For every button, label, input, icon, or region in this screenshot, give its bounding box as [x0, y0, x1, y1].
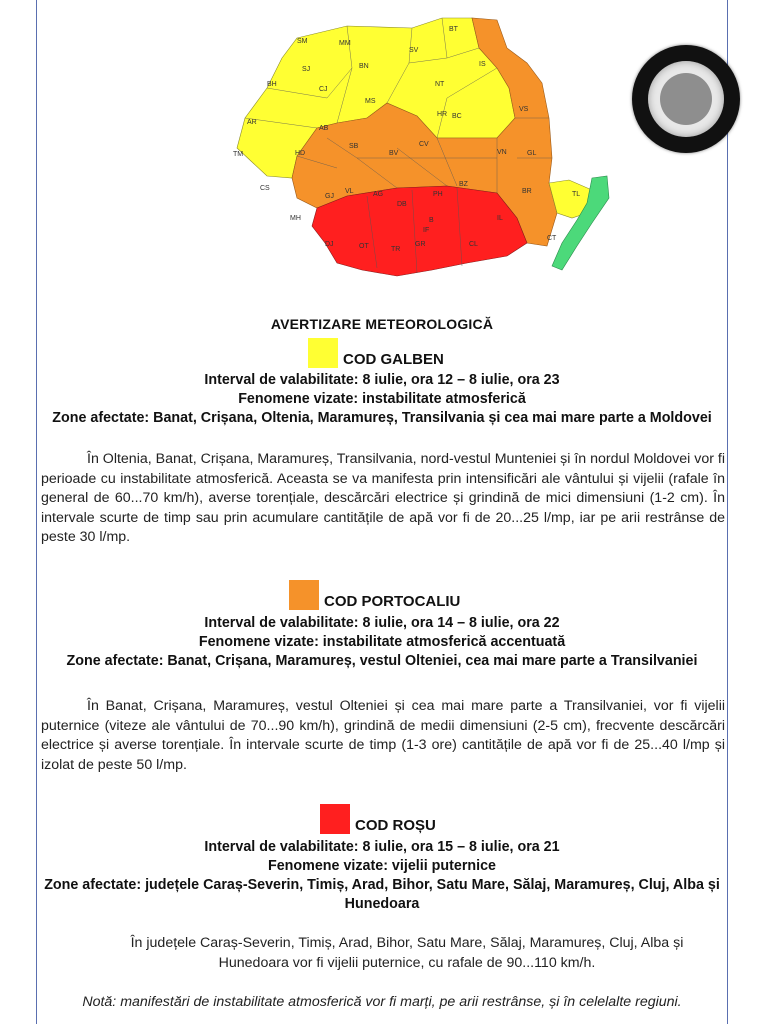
county-label-sm: SM	[297, 38, 308, 45]
code-red-label: COD ROȘU	[355, 817, 436, 834]
county-label-mh: MH	[290, 215, 301, 222]
county-label-ot: OT	[359, 243, 369, 250]
yellow-zones: Zone afectate: Banat, Crișana, Oltenia, Maramureș, Transilvania și cea mai mare parte a Moldovei	[52, 410, 712, 426]
county-label-vl: VL	[345, 188, 354, 195]
county-label-br: BR	[522, 188, 532, 195]
county-label-tm: TM	[233, 151, 244, 158]
county-label-bc: BC	[452, 113, 462, 120]
code-red-header	[320, 804, 436, 834]
county-label-gj: GJ	[325, 193, 334, 200]
county-label-hd: HD	[295, 150, 306, 157]
county-label-ar: AR	[247, 119, 257, 126]
county-label-ph: PH	[433, 191, 443, 198]
county-label-cj: CJ	[319, 86, 328, 93]
red-meta	[37, 838, 727, 914]
red-interval: Interval de valabilitate: 8 iulie, ora 15 – 8 iulie, ora 21	[204, 839, 560, 855]
county-label-cs: CS	[260, 185, 270, 192]
code-yellow-label: COD GALBEN	[343, 351, 444, 368]
screen-record-button[interactable]	[632, 45, 740, 153]
code-orange-label: COD PORTOCALIU	[324, 593, 461, 610]
county-label-ct: CT	[547, 235, 557, 242]
yellow-meta	[37, 371, 727, 428]
document-page	[36, 0, 728, 1024]
county-label-hr: HR	[437, 111, 448, 118]
county-label-tl: TL	[572, 191, 581, 198]
county-label-db: DB	[397, 201, 407, 208]
county-label-ab: AB	[319, 125, 329, 132]
county-label-gl: GL	[527, 150, 537, 157]
county-label-cl: CL	[469, 241, 478, 248]
red-phenomena: Fenomene vizate: vijelii puternice	[267, 858, 497, 874]
record-button-core	[660, 73, 712, 125]
county-label-cv: CV	[419, 141, 429, 148]
orange-phenomena: Fenomene vizate: instabilitate atmosferică accentuată	[198, 634, 566, 650]
county-label-tr: TR	[391, 246, 401, 253]
yellow-interval: Interval de valabilitate: 8 iulie, ora 12 – 8 iulie, ora 23	[204, 372, 560, 388]
map-region-red-south	[312, 186, 527, 276]
code-orange-header	[289, 580, 460, 610]
county-label-sb: SB	[349, 143, 359, 150]
county-label-dj: DJ	[325, 241, 334, 248]
red-zones: Zone afectate: județele Caraș-Severin, Timiș, Arad, Bihor, Satu Mare, Sălaj, Maramureș, Cluj, Alba și Hunedoara	[44, 877, 720, 912]
red-description: În județele Caraș-Severin, Timiș, Arad, Bihor, Satu Mare, Sălaj, Maramureș, Cluj, Alba și Hunedoara vor fi vijelii puternice, cu rafale de 90...110 km/h.	[130, 935, 684, 971]
county-label-gr: GR	[415, 241, 426, 248]
county-label-is: IS	[479, 61, 486, 68]
county-label-bv: BV	[389, 150, 399, 157]
county-label-nt: NT	[435, 81, 445, 88]
county-label-bh: BH	[267, 81, 277, 88]
orange-zones: Zone afectate: Banat, Crișana, Maramureș, vestul Olteniei, cea mai mare parte a Transilvaniei	[66, 653, 698, 669]
page-title: AVERTIZARE METEOROLOGICĂ	[270, 316, 494, 332]
yellow-swatch	[308, 338, 338, 368]
red-swatch	[320, 804, 350, 834]
footer-note: Notă: manifestări de instabilitate atmosferică vor fi marți, pe arii restrânse, și în celelalte regiuni.	[82, 994, 682, 1010]
county-label-ag: AG	[373, 191, 384, 198]
county-label-bt: BT	[449, 26, 458, 33]
orange-description: În Banat, Crișana, Maramureș, vestul Olteniei și cea mai mare parte a Transilvaniei, vor fi vijelii puternice (viteze ale vântului de 70...90 km/h), grindină de medii dimensiuni (2-5 cm), frecvente descărcări electrice și averse torențiale. În intervale scurte de timp (1-3 ore) cantitățile de apă vor fi de 25...40 l/mp și izolat de peste 50 l/mp.	[41, 698, 725, 773]
yellow-description: În Oltenia, Banat, Crișana, Maramureș, Transilvania, nord-vestul Munteniei și în nordul Moldovei vor fi perioade cu instabilitate atmosferică. Aceasta se va manifesta prin intensificări ale vântului și vijelii (rafale în general de 60...70 km/h), averse torențiale, descărcări electrice și grindină de mici dimensiuni (1-2 cm). În intervale scurte de timp sau prin acumulare cantitățile de apă vor fi de 20...25 l/mp, iar pe arii restrânse de peste 30 l/mp.	[41, 451, 725, 545]
county-label-if: IF	[423, 227, 430, 234]
county-label-sj: SJ	[302, 66, 311, 73]
county-label-sv: SV	[409, 47, 419, 54]
county-label-vn: VN	[497, 149, 507, 156]
code-yellow-header	[308, 338, 444, 368]
orange-meta	[37, 614, 727, 671]
county-label-bz: BZ	[459, 181, 468, 188]
county-label-vs: VS	[519, 106, 529, 113]
county-label-bn: BN	[359, 63, 369, 70]
county-label-mm: MM	[339, 40, 351, 47]
romania-warning-map	[197, 8, 617, 283]
orange-swatch	[289, 580, 319, 610]
county-label-il: IL	[497, 215, 503, 222]
orange-interval: Interval de valabilitate: 8 iulie, ora 14 – 8 iulie, ora 22	[204, 615, 560, 631]
yellow-phenomena: Fenomene vizate: instabilitate atmosferică	[238, 391, 526, 407]
county-label-ms: MS	[365, 98, 376, 105]
county-label-b: B	[429, 217, 434, 224]
